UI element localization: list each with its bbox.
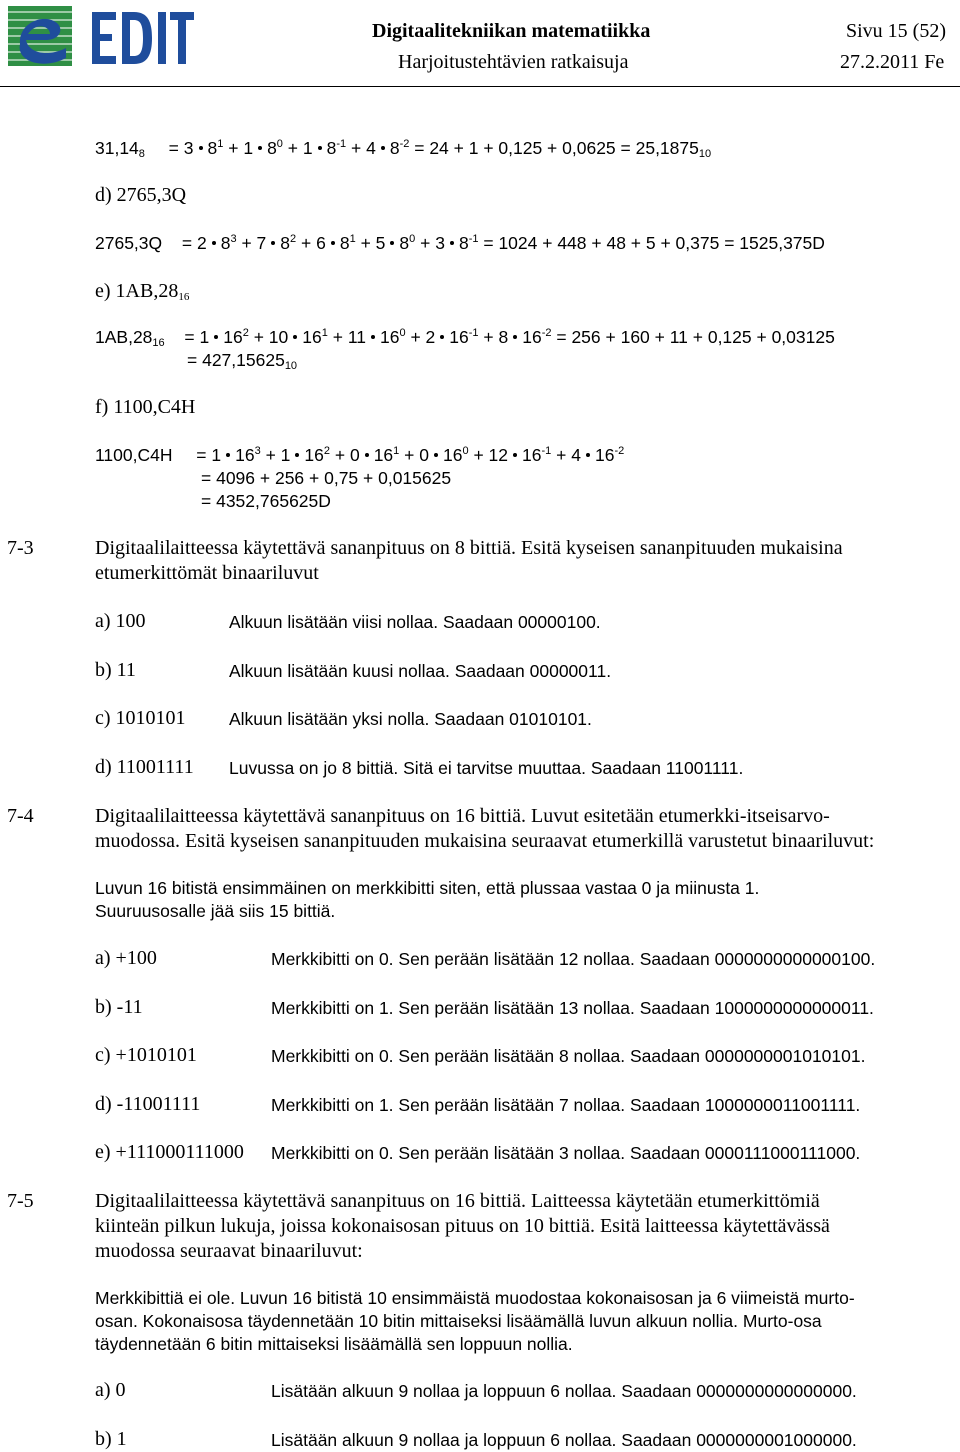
term: = 1 bbox=[196, 445, 222, 465]
base: 16 bbox=[302, 327, 322, 347]
exercise-7-4-note-line1: Luvun 16 bitistä ensimmäinen on merkkibitti siten, että plussaa vastaa 0 ja miinusta 1. bbox=[95, 878, 760, 898]
base: 16 bbox=[522, 445, 542, 465]
ex73-item-label: a) 100 bbox=[95, 610, 146, 632]
exponent: 1 bbox=[321, 327, 328, 339]
multiplication-dot bbox=[513, 335, 517, 339]
term: + 8 bbox=[483, 327, 509, 347]
base: 16 bbox=[223, 327, 243, 347]
base: 8 bbox=[267, 138, 277, 158]
ex75-item-label: b) 1 bbox=[95, 1428, 127, 1450]
exponent: 1 bbox=[349, 233, 356, 245]
exercise-7-5-note-line1: Merkkibittiä ei ole. Luvun 16 bitistä 10 ensimmäistä muodostaa kokonaisosan ja 6 viimeistä murto- bbox=[95, 1288, 855, 1308]
exponent: -2 bbox=[399, 138, 410, 150]
base: 16 bbox=[594, 445, 615, 465]
course-title: Digitaalitekniikan matematiikka bbox=[372, 20, 651, 42]
exponent: 1 bbox=[393, 445, 400, 457]
multiplication-dot bbox=[450, 241, 454, 245]
ex75-item-answer: Lisätään alkuun 9 nollaa ja loppuun 6 nollaa. Saadaan 0000000001000000. bbox=[271, 1430, 857, 1450]
ex73-item-label: d) 11001111 bbox=[95, 756, 194, 778]
multiplication-dot bbox=[371, 335, 375, 339]
term: + 5 bbox=[360, 233, 386, 253]
result: = 1024 + 448 + 48 + 5 + 0,375 = 1525,375D bbox=[483, 233, 825, 253]
part-d-label: d) 2765,3Q bbox=[95, 184, 187, 206]
exponent: 0 bbox=[399, 327, 406, 339]
term: + 11 bbox=[332, 327, 366, 347]
number: 1100,C4H bbox=[95, 445, 173, 465]
base-subscript: 16 bbox=[178, 291, 190, 303]
part-e-expansion-line bbox=[95, 327, 835, 348]
base: 16 bbox=[235, 445, 255, 465]
ex74-item-answer: Merkkibitti on 0. Sen perään lisätään 12 nollaa. Saadaan 0000000000000100. bbox=[271, 949, 876, 969]
exercise-7-5-text-line3: muodossa seuraavat binaariluvut: bbox=[95, 1240, 363, 1262]
number: 1AB,28 bbox=[95, 327, 153, 347]
multiplication-dot bbox=[258, 146, 262, 150]
part-f-label: f) 1100,C4H bbox=[95, 396, 196, 418]
term: + 0 bbox=[404, 445, 429, 465]
ex74-item-label: b) -11 bbox=[95, 996, 143, 1018]
exponent: -1 bbox=[541, 445, 552, 457]
exercise-7-4-text-line2: muodossa. Esitä kyseisen sananpituuden mukaisina seuraavat etumerkillä varustetut binaariluvut: bbox=[95, 830, 875, 852]
exponent: 1 bbox=[217, 138, 224, 150]
base: 16 bbox=[442, 445, 463, 465]
exponent: 0 bbox=[409, 233, 416, 245]
base: 8 bbox=[280, 233, 291, 253]
multiplication-dot bbox=[293, 335, 297, 339]
base: 16 bbox=[379, 327, 400, 347]
base: 8 bbox=[339, 233, 350, 253]
multiplication-dot bbox=[226, 453, 230, 457]
term: + 12 bbox=[473, 445, 509, 465]
exercise-7-5-note-line2: osan. Kokonaisosa täydennetään 10 bitin mittaiseksi lisäämällä luvun alkuun nollia. Murto-osa bbox=[95, 1311, 822, 1331]
part-e-label bbox=[95, 280, 189, 303]
multiplication-dot bbox=[318, 146, 322, 150]
ex73-item-answer: Alkuun lisätään viisi nollaa. Saadaan 00000100. bbox=[229, 612, 601, 632]
multiplication-dot bbox=[212, 241, 216, 245]
exponent: -1 bbox=[336, 138, 347, 150]
exponent: -1 bbox=[468, 233, 479, 245]
multiplication-dot bbox=[331, 241, 335, 245]
ex74-item-answer: Merkkibitti on 1. Sen perään lisätään 7 nollaa. Saadaan 1000000011001111. bbox=[271, 1095, 861, 1115]
term: = 2 bbox=[181, 233, 207, 253]
multiplication-dot bbox=[365, 453, 369, 457]
base: 8 bbox=[326, 138, 337, 158]
base: 8 bbox=[389, 138, 400, 158]
ex73-item-answer: Luvussa on jo 8 bittiä. Sitä ei tarvitse muuttaa. Saadaan 11001111. bbox=[229, 758, 744, 778]
base: 16 bbox=[449, 327, 469, 347]
exercise-7-3-text-line1: Digitaalilaitteessa käytettävä sananpituus on 8 bittiä. Esitä kyseisen sananpituuden mukaisina bbox=[95, 537, 843, 559]
multiplication-dot bbox=[586, 453, 590, 457]
base-subscript: 8 bbox=[138, 148, 145, 160]
number: 2765,3Q bbox=[95, 233, 163, 253]
ex74-item-label: a) +100 bbox=[95, 947, 157, 969]
term: + 4 bbox=[556, 445, 581, 465]
ex73-item-answer: Alkuun lisätään kuusi nollaa. Saadaan 00000011. bbox=[229, 661, 612, 681]
term: + 1 bbox=[265, 445, 291, 465]
multiplication-dot bbox=[295, 453, 299, 457]
ex74-item-label: e) +111000111000 bbox=[95, 1141, 244, 1163]
multiplication-dot bbox=[271, 241, 275, 245]
term: + 3 bbox=[420, 233, 445, 253]
base: 8 bbox=[399, 233, 410, 253]
base: 8 bbox=[207, 138, 218, 158]
base-subscript: 10 bbox=[284, 360, 298, 372]
term: = 1 bbox=[184, 327, 210, 347]
ex75-item-label: a) 0 bbox=[95, 1379, 126, 1401]
octal-number: 31,14 bbox=[95, 138, 139, 158]
term: + 2 bbox=[410, 327, 436, 347]
part-f-result-line: = 4352,765625D bbox=[201, 491, 331, 511]
page-number: Sivu 15 (52) bbox=[846, 20, 946, 42]
base-subscript: 16 bbox=[152, 337, 165, 349]
exponent: -2 bbox=[541, 327, 552, 339]
part-d-expansion-line bbox=[95, 233, 825, 254]
exercise-7-5-text-line2: kiinteän pilkun lukuja, joissa kokonaisosan pituus on 10 bittiä. Esitä laitteessa käytettävässä bbox=[95, 1215, 830, 1237]
document-subtitle: Harjoitustehtävien ratkaisuja bbox=[398, 51, 629, 73]
part-f-sum-line: = 4096 + 256 + 0,75 + 0,015625 bbox=[201, 468, 452, 488]
ex73-item-label: b) 11 bbox=[95, 659, 136, 681]
base-subscript: 10 bbox=[698, 148, 712, 160]
ex74-item-answer: Merkkibitti on 0. Sen perään lisätään 8 nollaa. Saadaan 0000000001010101. bbox=[271, 1046, 866, 1066]
multiplication-dot bbox=[381, 146, 385, 150]
exponent: 2 bbox=[323, 445, 330, 457]
multiplication-dot bbox=[199, 146, 203, 150]
ex74-item-answer: Merkkibitti on 0. Sen perään lisätään 3 nollaa. Saadaan 0000111000111000. bbox=[271, 1143, 861, 1163]
exercise-number-7-5: 7-5 bbox=[7, 1190, 34, 1212]
result: = 256 + 160 + 11 + 0,125 + 0,03125 bbox=[556, 327, 835, 347]
multiplication-dot bbox=[440, 335, 444, 339]
octal-expansion-line bbox=[95, 138, 711, 159]
part-f-expansion-line bbox=[95, 445, 624, 466]
edita-logo bbox=[8, 4, 208, 68]
date-author: 27.2.2011 Fe bbox=[840, 51, 945, 73]
exercise-7-5-text-line1: Digitaalilaitteessa käytettävä sananpituus on 16 bittiä. Laitteessa käytetään etumerkittömiä bbox=[95, 1190, 820, 1212]
exercise-7-5-note-line3: täydennetään 6 bitin mittaiseksi lisäämällä sen loppuun nollia. bbox=[95, 1334, 573, 1354]
base: 16 bbox=[522, 327, 542, 347]
base: 8 bbox=[220, 233, 231, 253]
multiplication-dot bbox=[434, 453, 438, 457]
part-e-result-line bbox=[187, 350, 297, 371]
exponent: 0 bbox=[462, 445, 469, 457]
ex73-item-label: c) 1010101 bbox=[95, 707, 186, 729]
ex75-item-answer: Lisätään alkuun 9 nollaa ja loppuun 6 nollaa. Saadaan 0000000000000000. bbox=[271, 1381, 857, 1401]
exercise-number-7-3: 7-3 bbox=[7, 537, 34, 559]
term: + 10 bbox=[253, 327, 289, 347]
logo-text: EDITA bbox=[8, 4, 11, 5]
term: + 4 bbox=[351, 138, 376, 158]
term: + 1 bbox=[228, 138, 254, 158]
ex74-item-answer: Merkkibitti on 1. Sen perään lisätään 13 nollaa. Saadaan 1000000000000011. bbox=[271, 998, 874, 1018]
ex73-item-answer: Alkuun lisätään yksi nolla. Saadaan 01010101. bbox=[229, 709, 592, 729]
exercise-number-7-4: 7-4 bbox=[7, 805, 34, 827]
exponent: 0 bbox=[276, 138, 283, 150]
term: + 6 bbox=[301, 233, 326, 253]
result: = 24 + 1 + 0,125 + 0,0625 = 25,1875 bbox=[414, 138, 699, 158]
exponent: 3 bbox=[254, 445, 261, 457]
exercise-7-4-text-line1: Digitaalilaitteessa käytettävä sananpituus on 16 bittiä. Luvut esitetään etumerkki-itseisarvo- bbox=[95, 805, 830, 827]
exponent: 3 bbox=[230, 233, 237, 245]
exponent: -1 bbox=[468, 327, 479, 339]
result: = 427,15625 bbox=[187, 350, 285, 370]
label-text: e) 1AB,28 bbox=[95, 280, 179, 302]
exercise-7-3-text-line2: etumerkittömät binaariluvut bbox=[95, 562, 319, 584]
multiplication-dot bbox=[214, 335, 218, 339]
exponent: 2 bbox=[290, 233, 297, 245]
term: + 0 bbox=[334, 445, 360, 465]
term: + 1 bbox=[287, 138, 313, 158]
ex74-item-label: c) +1010101 bbox=[95, 1044, 197, 1066]
exponent: 2 bbox=[242, 327, 249, 339]
ex74-item-label: d) -11001111 bbox=[95, 1093, 201, 1115]
term: = 3 bbox=[168, 138, 194, 158]
exponent: -2 bbox=[614, 445, 625, 457]
multiplication-dot bbox=[513, 453, 517, 457]
multiplication-dot bbox=[390, 241, 394, 245]
base: 16 bbox=[373, 445, 394, 465]
header-divider bbox=[0, 86, 960, 87]
exercise-7-4-note-line2: Suuruusosalle jää siis 15 bittiä. bbox=[95, 901, 336, 921]
base: 8 bbox=[458, 233, 469, 253]
base: 16 bbox=[304, 445, 324, 465]
term: + 7 bbox=[241, 233, 267, 253]
